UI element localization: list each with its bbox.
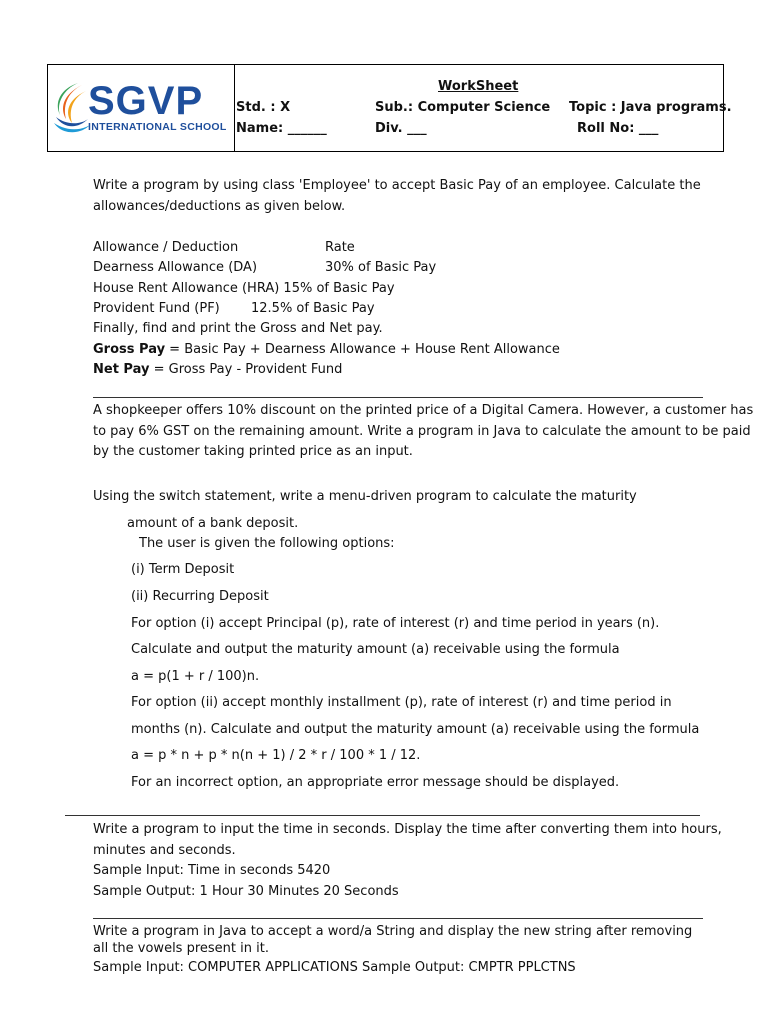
divider [93, 397, 703, 398]
worksheet-header [47, 64, 732, 152]
q2-line: A shopkeeper offers 10% discount on the printed price of a Digital Camera. However, a customer has [93, 403, 754, 418]
gross-pay-label: Gross Pay [93, 342, 166, 357]
subject-field: Sub.: Computer Science [375, 100, 551, 115]
q4-sample-input: Sample Input: Time in seconds 5420 [93, 863, 331, 878]
gross-pay-expression: = Basic Pay + Dearness Allowance + House Rent Allowance [165, 342, 560, 357]
gross-pay-formula [93, 340, 560, 360]
q2-line: by the customer taking printed price as an input. [93, 444, 413, 459]
net-pay-label: Net Pay [93, 362, 150, 377]
option-recurring-deposit: (ii) Recurring Deposit [131, 589, 269, 604]
q5-sample: Sample Input: COMPUTER APPLICATIONS Sample Output: CMPTR PPLCTNS [93, 960, 576, 975]
divider [93, 918, 703, 919]
worksheet-title: WorkSheet [438, 79, 519, 94]
q3-line: The user is given the following options: [139, 536, 395, 551]
div-field: Div. ___ [375, 121, 427, 136]
school-logo [48, 65, 235, 151]
q4-line: Write a program to input the time in seconds. Display the time after converting them into hours, [93, 822, 722, 837]
divider [65, 815, 700, 816]
q3-line: For option (i) accept Principal (p), rate of interest (r) and time period in years (n). [131, 616, 660, 631]
q3-line: amount of a bank deposit. [127, 516, 299, 531]
name-field: Name: ______ [236, 121, 327, 136]
formula-term-deposit: a = p(1 + r / 100)n. [131, 669, 260, 684]
logo-wordmark: SGVP [88, 79, 204, 123]
q5-line: all the vowels present in it. [93, 941, 269, 956]
pf-label: Provident Fund (PF) [93, 301, 220, 316]
std-field: Std. : X [236, 100, 291, 115]
q3-line: For an incorrect option, an appropriate error message should be displayed. [131, 775, 620, 790]
q3-line: For option (ii) accept monthly installment (p), rate of interest (r) and time period in [131, 695, 672, 710]
q2-line: to pay 6% GST on the remaining amount. Write a program in Java to calculate the amount to be paid [93, 424, 751, 439]
net-pay-expression: = Gross Pay - Provident Fund [149, 362, 343, 377]
q3-line: Calculate and output the maturity amount (a) receivable using the formula [131, 642, 620, 657]
q4-sample-output: Sample Output: 1 Hour 30 Minutes 20 Seconds [93, 884, 399, 899]
option-term-deposit: (i) Term Deposit [131, 562, 235, 577]
allowance-header-right: Rate [325, 240, 355, 255]
q3-line: months (n). Calculate and output the maturity amount (a) receivable using the formula [131, 722, 700, 737]
hra-row: House Rent Allowance (HRA) 15% of Basic Pay [93, 281, 395, 296]
net-pay-formula [93, 360, 342, 380]
logo-subtext: INTERNATIONAL SCHOOL [88, 121, 227, 133]
logo-swoosh-icon [52, 81, 92, 137]
q5-line: Write a program in Java to accept a word/a String and display the new string after removing [93, 924, 693, 939]
da-label: Dearness Allowance (DA) [93, 260, 258, 275]
formula-recurring-deposit: a = p * n + p * n(n + 1) / 2 * r / 100 * 1 / 12. [131, 748, 421, 763]
topic-field: Topic : Java programs. [569, 100, 732, 115]
q1-line: Write a program by using class 'Employee' to accept Basic Pay of an employee. Calculate the [93, 178, 701, 193]
q4-line: minutes and seconds. [93, 843, 236, 858]
roll-field: Roll No: ___ [577, 121, 659, 136]
q1-line: allowances/deductions as given below. [93, 199, 346, 214]
q1-final: Finally, find and print the Gross and Net pay. [93, 321, 383, 336]
pf-rate: 12.5% of Basic Pay [251, 301, 375, 316]
da-rate: 30% of Basic Pay [325, 260, 437, 275]
q3-line: Using the switch statement, write a menu-driven program to calculate the maturity [93, 489, 637, 504]
allowance-header-left: Allowance / Deduction [93, 240, 239, 255]
